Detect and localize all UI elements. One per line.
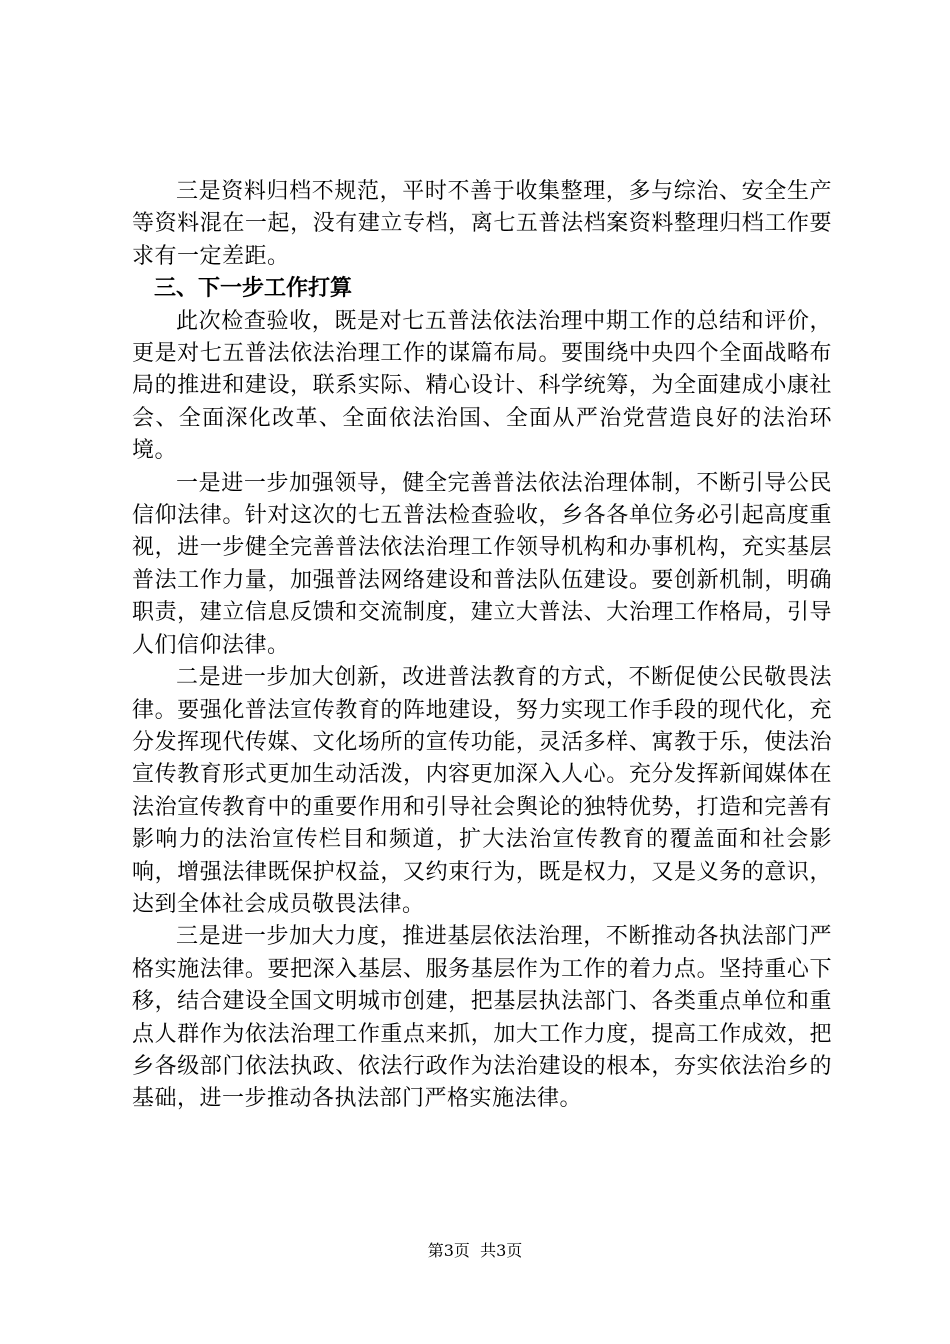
paragraph-filing-issue: 三是资料归档不规范，平时不善于收集整理，多与综治、安全生产等资料混在一起，没有建立专档，离七五普法档案资料整理归档工作要求有一定差距。 [132,179,832,269]
section-heading-next-steps: 三、下一步工作打算 [154,276,353,302]
page-number: 第3页 共3页 [427,1241,523,1260]
paragraph-inspection-summary: 此次检查验收，既是对七五普法依法治理中期工作的总结和评价，更是对七五普法依法治理工作的谋篇布局。要围绕中央四个全面战略布局的推进和建设，联系实际、精心设计、科学统筹，为全面建成小康社会、全面深化改革、全面依法治国、全面从严治党营造良好的法治环境。 [132,308,832,464]
page-footer [0,1241,950,1261]
document-body [132,176,832,1116]
paragraph-innovation: 二是进一步加大创新，改进普法教育的方式，不断促使公民敬畏法律。要强化普法宣传教育的阵地建设，努力实现工作手段的现代化，充分发挥现代传媒、文化场所的宣传功能，灵活多样、寓教于乐，使法治宣传教育形式更加生动活泼，内容更加深入人心。充分发挥新闻媒体在法治宣传教育中的重要作用和引导社会舆论的独特优势，打造和完善有影响力的法治宣传栏目和频道，扩大法治宣传教育的覆盖面和社会影响，增强法律既保护权益，又约束行为，既是权力，又是义务的意识，达到全体社会成员敬畏法律。 [132,665,832,917]
paragraph-strengthen-leadership: 一是进一步加强领导，健全完善普法依法治理体制，不断引导公民信仰法律。针对这次的七五普法检查验收，乡各各单位务必引起高度重视，进一步健全完善普法依法治理工作领导机构和办事机构，充实基层普法工作力量，加强普法网络建设和普法队伍建设。要创新机制，明确职责，建立信息反馈和交流制度，建立大普法、大治理工作格局，引导人们信仰法律。 [132,470,832,658]
paragraph-grassroots-governance: 三是进一步加大力度，推进基层依法治理，不断推动各执法部门严格实施法律。要把深入基层、服务基层作为工作的着力点。坚持重心下移，结合建设全国文明城市创建，把基层执法部门、各类重点单位和重点人群作为依法治理工作重点来抓，加大工作力度，提高工作成效，把乡各级部门依法执政、依法行政作为法治建设的根本，夯实依法治乡的基础，进一步推动各执法部门严格实施法律。 [132,924,832,1112]
